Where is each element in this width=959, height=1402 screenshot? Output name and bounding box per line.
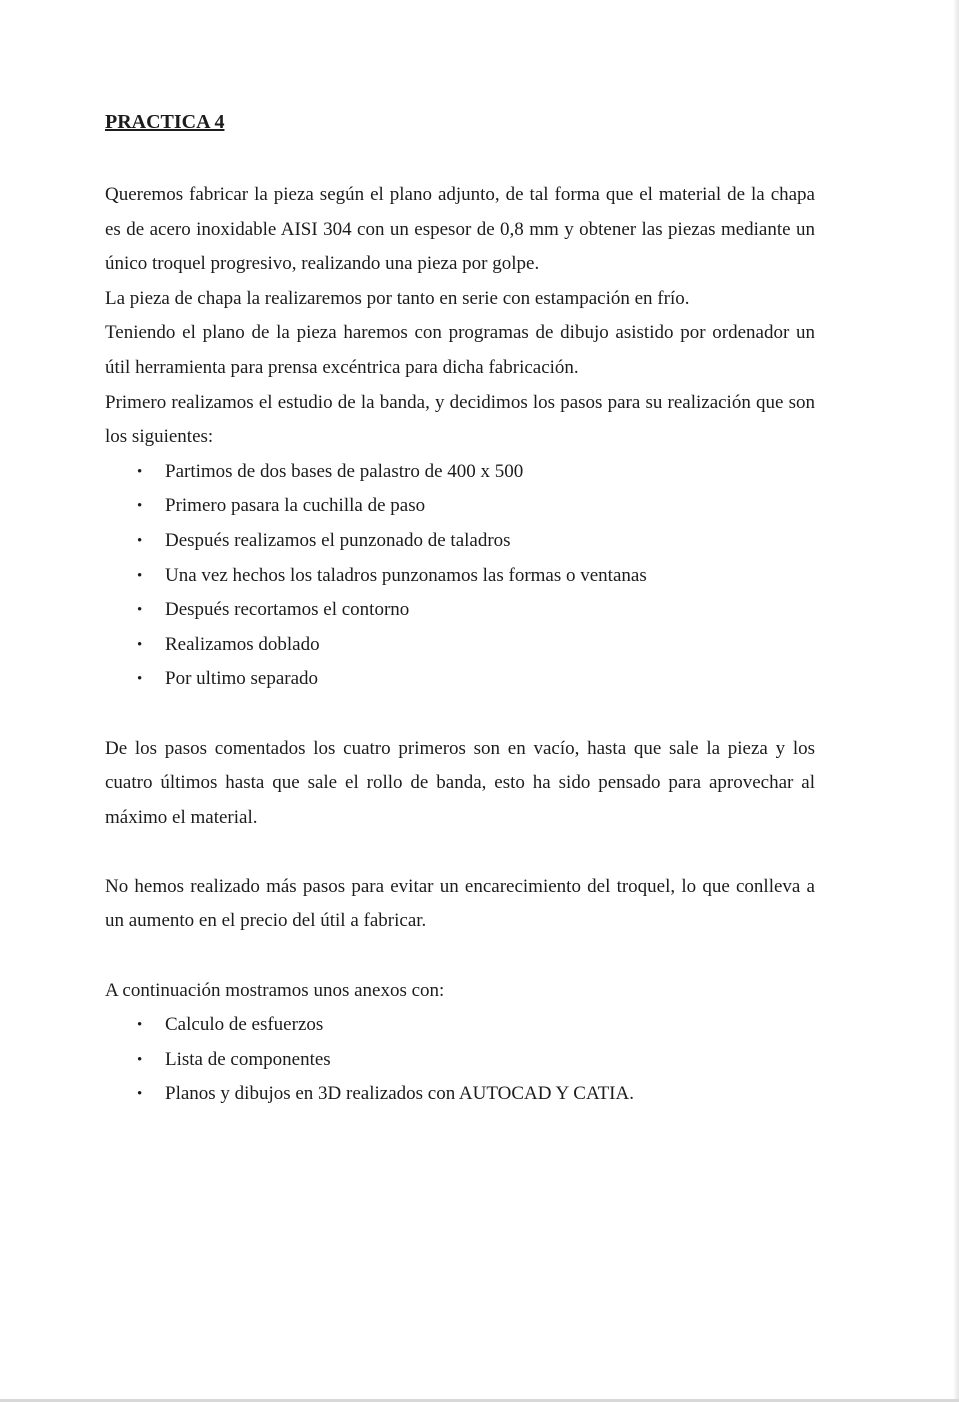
list-item bbox=[135, 489, 815, 524]
list-item bbox=[135, 1043, 815, 1078]
bullet-icon: • bbox=[137, 532, 143, 549]
list-item bbox=[135, 1008, 815, 1043]
bullet-icon: • bbox=[137, 1051, 143, 1068]
annex-text: Planos y dibujos en 3D realizados con AUTOCAD Y CATIA. bbox=[165, 1083, 634, 1105]
spacer bbox=[105, 835, 815, 870]
annex-text: Calculo de esfuerzos bbox=[165, 1014, 324, 1036]
steps-paragraph: De los pasos comentados los cuatro primeros son en vacío, hasta que sale la pieza y los cuatro últimos hasta que sale el rollo de banda, esto ha sido pensado para aprovechar al máximo el material. bbox=[105, 737, 815, 828]
document-body bbox=[105, 108, 815, 1112]
document-title: PRACTICA 4 bbox=[105, 111, 225, 133]
step-text: Después realizamos el punzonado de taladros bbox=[165, 529, 511, 551]
intro-paragraph-1: Queremos fabricar la pieza según el plano adjunto, de tal forma que el material de la chapa es de acero inoxidable AISI 304 con un espesor de 0,8 mm y obtener las piezas mediante un único troquel progresivo, realizando una pieza por golpe. bbox=[105, 184, 815, 275]
list-item bbox=[135, 1077, 815, 1112]
step-text: Una vez hechos los taladros punzonamos las formas o ventanas bbox=[165, 564, 647, 586]
list-item bbox=[135, 593, 815, 628]
intro-paragraph-2: La pieza de chapa la realizaremos por tanto en serie con estampación en frío. bbox=[105, 287, 690, 309]
step-text: Después recortamos el contorno bbox=[165, 599, 410, 621]
bullet-icon: • bbox=[137, 671, 143, 688]
list-item bbox=[135, 628, 815, 663]
bullet-icon: • bbox=[137, 498, 143, 515]
steps-list bbox=[105, 455, 815, 697]
page-edge-shadow bbox=[953, 0, 959, 1402]
list-item bbox=[135, 455, 815, 490]
intro-paragraph-4: Primero realizamos el estudio de la banda, y decidimos los pasos para su realización que son los siguientes: bbox=[105, 391, 815, 448]
step-text: Realizamos doblado bbox=[165, 633, 320, 655]
intro-paragraph-3: Teniendo el plano de la pieza haremos con programas de dibujo asistido por ordenador un útil herramienta para prensa excéntrica para dicha fabricación. bbox=[105, 322, 815, 378]
spacer bbox=[105, 939, 815, 974]
bullet-icon: • bbox=[137, 602, 143, 619]
bullet-icon: • bbox=[137, 567, 143, 584]
list-item bbox=[135, 662, 815, 697]
list-item bbox=[135, 559, 815, 594]
bullet-icon: • bbox=[137, 636, 143, 653]
step-text: Por ultimo separado bbox=[165, 668, 319, 690]
spacer bbox=[105, 697, 815, 732]
bullet-icon: • bbox=[137, 1017, 143, 1034]
annex-list bbox=[105, 1008, 815, 1112]
annex-text: Lista de componentes bbox=[165, 1048, 331, 1070]
bullet-icon: • bbox=[137, 1086, 143, 1103]
cost-paragraph: No hemos realizado más pasos para evitar un encarecimiento del troquel, lo que conlleva a un aumento en el precio del útil a fabricar. bbox=[105, 875, 815, 932]
list-item bbox=[135, 524, 815, 559]
bullet-icon: • bbox=[137, 463, 143, 480]
annex-intro: A continuación mostramos unos anexos con: bbox=[105, 979, 445, 1001]
step-text: Partimos de dos bases de palastro de 400 x 500 bbox=[165, 460, 524, 482]
step-text: Primero pasara la cuchilla de paso bbox=[165, 495, 426, 517]
